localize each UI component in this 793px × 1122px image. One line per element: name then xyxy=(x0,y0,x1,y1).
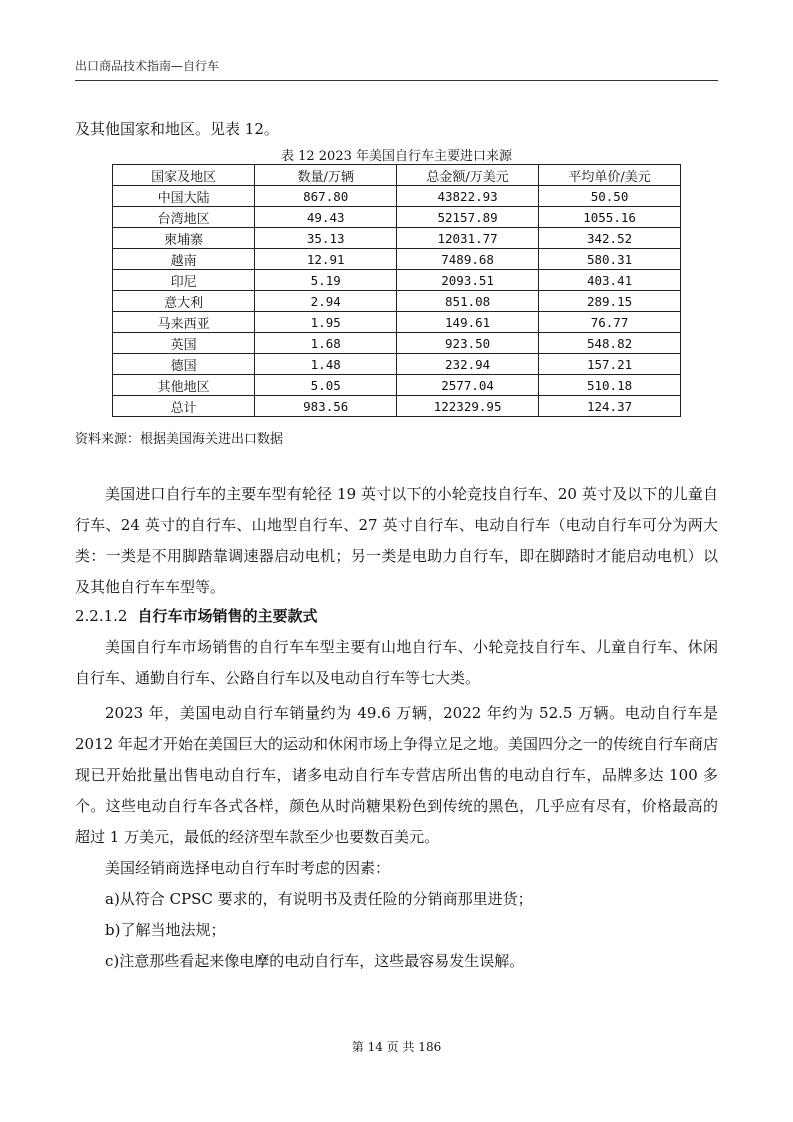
cell-unit-price: 289.15 xyxy=(539,291,681,312)
cell-amount: 12031.77 xyxy=(397,228,539,249)
cell-amount: 923.50 xyxy=(397,333,539,354)
cell-quantity: 2.94 xyxy=(255,291,397,312)
cell-region: 其他地区 xyxy=(113,375,255,396)
table-row xyxy=(113,291,681,312)
page-footer: 第 14 页 共 186 xyxy=(351,1040,442,1054)
cell-region: 英国 xyxy=(113,333,255,354)
cell-unit-price: 548.82 xyxy=(539,333,681,354)
column-header-quantity: 数量/万辆 xyxy=(255,165,397,186)
column-header-unit-price: 平均单价/美元 xyxy=(539,165,681,186)
cell-amount: 232.94 xyxy=(397,354,539,375)
cell-quantity: 1.68 xyxy=(255,333,397,354)
cell-amount: 2093.51 xyxy=(397,270,539,291)
cell-unit-price: 50.50 xyxy=(539,186,681,207)
table-row xyxy=(113,207,681,228)
cell-region: 马来西亚 xyxy=(113,312,255,333)
cell-quantity: 867.80 xyxy=(255,186,397,207)
cell-unit-price: 403.41 xyxy=(539,270,681,291)
cell-amount: 2577.04 xyxy=(397,375,539,396)
table-body xyxy=(113,186,681,417)
section-heading xyxy=(75,605,318,627)
column-header-region: 国家及地区 xyxy=(113,165,255,186)
import-sources-table xyxy=(112,164,681,417)
table-row xyxy=(113,354,681,375)
cell-quantity: 1.48 xyxy=(255,354,397,375)
cell-unit-price: 157.21 xyxy=(539,354,681,375)
section-title: 自行车市场销售的主要款式 xyxy=(137,607,318,625)
cell-unit-price: 342.52 xyxy=(539,228,681,249)
cell-amount: 122329.95 xyxy=(397,396,539,417)
paragraph-import-models: 美国进口自行车的主要车型有轮径 19 英寸以下的小轮竞技自行车、20 英寸及以下的儿童自行车、24 英寸的自行车、山地型自行车、27 英寸自行车、电动自行车（电动自行车可分为两大类：一类是不用脚踏靠调速器启动电机；另一类是电助力自行车，即在脚踏时才能启动电机）以及其他自行车车型等。 xyxy=(75,485,718,596)
column-header-amount: 总金额/万美元 xyxy=(397,165,539,186)
cell-amount: 851.08 xyxy=(397,291,539,312)
table-row xyxy=(113,396,681,417)
list-item-b: b)了解当地法规； xyxy=(105,921,226,939)
cell-unit-price: 124.37 xyxy=(539,396,681,417)
list-item-c: c)注意那些看起来像电摩的电动自行车，这些最容易发生误解。 xyxy=(105,952,525,970)
table-source-note: 资料来源：根据美国海关进出口数据 xyxy=(75,432,284,447)
cell-region: 印尼 xyxy=(113,270,255,291)
cell-quantity: 1.95 xyxy=(255,312,397,333)
cell-quantity: 5.05 xyxy=(255,375,397,396)
table-row xyxy=(113,186,681,207)
paragraph-market-models: 美国自行车市场销售的自行车车型主要有山地自行车、小轮竞技自行车、儿童自行车、休闲自行车、通勤自行车、公路自行车以及电动自行车等七大类。 xyxy=(75,638,718,687)
paragraph-ebike-sales: 2023 年，美国电动自行车销量约为 49.6 万辆，2022 年约为 52.5 万辆。电动自行车是 2012 年起才开始在美国巨大的运动和休闲市场上争得立足之地。美国四分之一的传统自行车商店现已开始批量出售电动自行车，诸多电动自行车专营店所出售的电动自行车，品牌多达 100 多个。这些电动自行车各式各样，颜色从时尚糖果粉色到传统的黑色，几乎应有尽有，价格最高的超过 1 万美元，最低的经济型车款至少也要数百美元。 xyxy=(75,704,718,846)
cell-region: 台湾地区 xyxy=(113,207,255,228)
list-item-a: a)从符合 CPSC 要求的，有说明书及责任险的分销商那里进货； xyxy=(105,890,533,908)
paragraph-dealer-factors: 美国经销商选择电动自行车时考虑的因素： xyxy=(105,859,391,877)
cell-unit-price: 510.18 xyxy=(539,375,681,396)
cell-quantity: 5.19 xyxy=(255,270,397,291)
cell-unit-price: 76.77 xyxy=(539,312,681,333)
cell-amount: 43822.93 xyxy=(397,186,539,207)
cell-region: 越南 xyxy=(113,249,255,270)
cell-amount: 52157.89 xyxy=(397,207,539,228)
table-row xyxy=(113,312,681,333)
table-header-row xyxy=(113,165,681,186)
lead-line: 及其他国家和地区。见表 12。 xyxy=(75,120,279,138)
table-row xyxy=(113,228,681,249)
cell-quantity: 983.56 xyxy=(255,396,397,417)
cell-amount: 7489.68 xyxy=(397,249,539,270)
cell-unit-price: 1055.16 xyxy=(539,207,681,228)
cell-region: 意大利 xyxy=(113,291,255,312)
cell-quantity: 49.43 xyxy=(255,207,397,228)
cell-region: 中国大陆 xyxy=(113,186,255,207)
table-row xyxy=(113,333,681,354)
cell-region: 柬埔寨 xyxy=(113,228,255,249)
section-number: 2.2.1.2 xyxy=(75,607,128,625)
header-divider xyxy=(75,80,718,81)
table-row xyxy=(113,270,681,291)
table-row xyxy=(113,375,681,396)
table-row xyxy=(113,249,681,270)
cell-unit-price: 580.31 xyxy=(539,249,681,270)
cell-region: 总计 xyxy=(113,396,255,417)
cell-amount: 149.61 xyxy=(397,312,539,333)
running-header: 出口商品技术指南—自行车 xyxy=(75,59,220,73)
cell-quantity: 35.13 xyxy=(255,228,397,249)
table-caption: 表 12 2023 年美国自行车主要进口来源 xyxy=(280,149,513,164)
cell-region: 德国 xyxy=(113,354,255,375)
cell-quantity: 12.91 xyxy=(255,249,397,270)
